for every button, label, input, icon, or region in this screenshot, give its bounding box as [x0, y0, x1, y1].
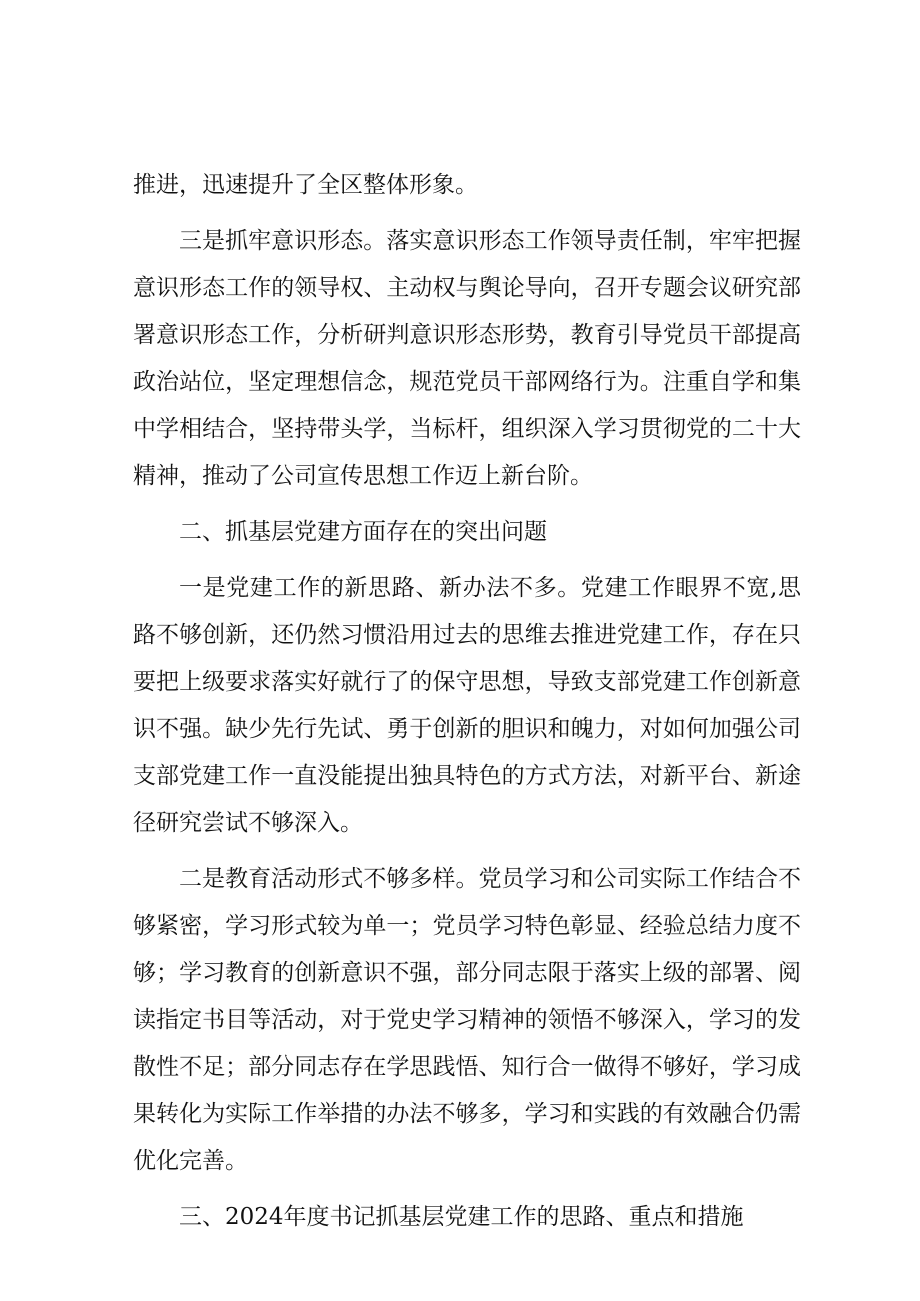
document-page	[133, 162, 801, 1250]
paragraph-continuation: 推进，迅速提升了全区整体形象。	[133, 172, 478, 198]
section-heading-problems: 二、抓基层党建方面存在的突出问题	[179, 519, 547, 545]
paragraph-education-activities: 二是教育活动形式不够多样。党员学习和公司实际工作结合不够紧密，学习形式较为单一；党员学习特色彰显、经验总结力度不够；学习教育的创新意识不强，部分同志限于落实上级的部署、阅读指定书目等活动，对于党史学习精神的领悟不够深入，学习的发散性不足；部分同志存在学思践悟、知行合一做得不够好，学习成果转化为实际工作举措的办法不够多，学习和实践的有效融合仍需优化完善。	[133, 866, 801, 1174]
section-heading-2024-plan: 三、2024年度书记抓基层党建工作的思路、重点和措施	[179, 1204, 744, 1230]
paragraph-ideology: 三是抓牢意识形态。落实意识形态工作领导责任制，牢牢把握意识形态工作的领导权、主动权与舆论导向，召开专题会议研究部署意识形态工作，分析研判意识形态形势，教育引导党员干部提高政治站位，坚定理想信念，规范党员干部网络行为。注重自学和集中学相结合，坚持带头学，当标杆，组织深入学习贯彻党的二十大精神，推动了公司宣传思想工作迈上新台阶。	[133, 228, 801, 489]
paragraph-new-ideas: 一是党建工作的新思路、新办法不多。党建工作眼界不宽,思路不够创新，还仍然习惯沿用过去的思维去推进党建工作，存在只要把上级要求落实好就行了的保守思想，导致支部党建工作创新意识不强。缺少先行先试、勇于创新的胆识和魄力，对如何加强公司支部党建工作一直没能提出独具特色的方式方法，对新平台、新途径研究尝试不够深入。	[133, 575, 801, 836]
